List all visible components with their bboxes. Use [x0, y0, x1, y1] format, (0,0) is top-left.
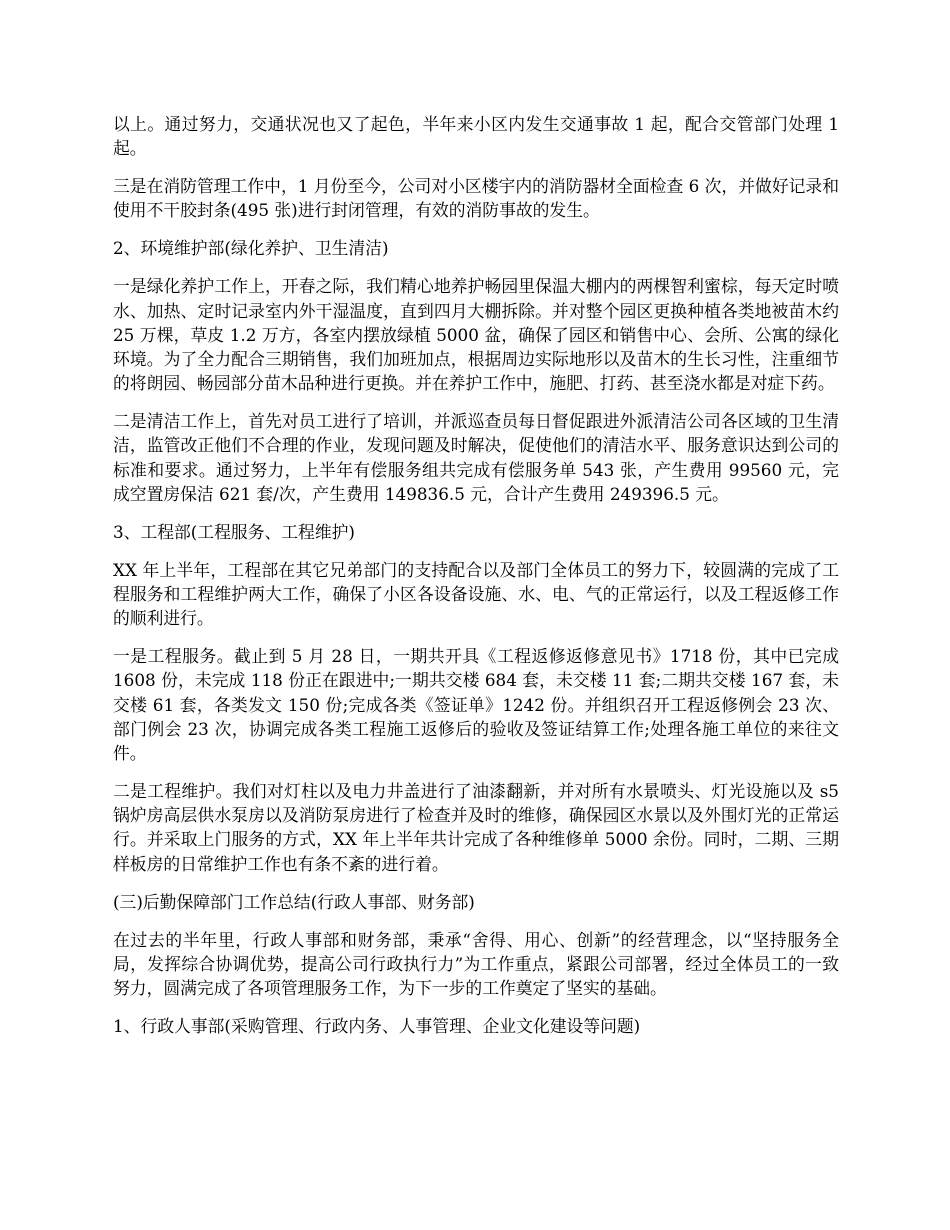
- paragraph-greening: 一是绿化养护工作上，开春之际，我们精心地养护畅园里保温大棚内的两棵智利蜜棕，每天定时喷水、加热、定时记录室内外干湿温度，直到四月大棚拆除。并对整个园区更换种植各类地被苗木约 25 万棵，草皮 1.2 万方，各室内摆放绿植 5000 盆，确保了园区和销售中心、会所、公寓的绿化环境。为了全力配合三期销售，我们加班加点，根据周边实际地形以及苗木的生长习性，注重细节的将朗园、畅园部分苗木品种进行更换。并在养护工作中，施肥、打药、甚至浇水都是对症下药。: [113, 276, 839, 394]
- heading-engineering-department: 3、工程部(工程服务、工程维护): [113, 521, 355, 542]
- paragraph-fire-management: 三是在消防管理工作中，1 月份至今，公司对小区楼宇内的消防器材全面检查 6 次，并做好记录和使用不干胶封条(495 张)进行封闭管理，有效的消防事故的发生。: [113, 176, 839, 221]
- heading-environment-department: 2、环境维护部(绿化养护、卫生清洁): [113, 238, 389, 259]
- paragraph-engineering-maintenance: 二是工程维护。我们对灯柱以及电力井盖进行了油漆翻新，并对所有水景喷头、灯光设施以及 s5 锅炉房高层供水泵房以及消防泵房进行了检查并及时的维修，确保园区水景以及外围灯光的正常运行。并采取上门服务的方式，XX 年上半年共计完成了各种维修单 5000 余份。同时，二期、三期样板房的日常维护工作也有条不紊的进行着。: [113, 781, 839, 874]
- document-page: [113, 112, 839, 1052]
- paragraph-traffic-summary: 以上。通过努力，交通状况也又了起色，半年来小区内发生交通事故 1 起，配合交管部门处理 1 起。: [113, 114, 839, 159]
- paragraph-logistics-summary: 在过去的半年里，行政人事部和财务部，秉承“舍得、用心、创新”的经营理念，以“坚持服务全局，发挥综合协调优势，提高公司行政执行力”为工作重点，紧跟公司部署，经过全体员工的一致努力，圆满完成了各项管理服务工作，为下一步的工作奠定了坚实的基础。: [113, 929, 839, 999]
- heading-logistics-support: (三)后勤保障部门工作总结(行政人事部、财务部): [113, 891, 475, 912]
- heading-admin-hr-department: 1、行政人事部(采购管理、行政内务、人事管理、企业文化建设等问题): [113, 1016, 641, 1037]
- paragraph-cleaning: 二是清洁工作上，首先对员工进行了培训，并派巡查员每日督促跟进外派清洁公司各区域的卫生清洁，监管改正他们不合理的作业，发现问题及时解决，促使他们的清洁水平、服务意识达到公司的标准和要求。通过努力，上半年有偿服务组共完成有偿服务单 543 张，产生费用 99560 元，完成空置房保洁 621 套/次，产生费用 149836.5 元，合计产生费用 249396.5 元。: [113, 411, 839, 504]
- paragraph-engineering-service: 一是工程服务。截止到 5 月 28 日，一期共开具《工程返修返修意见书》1718 份，其中已完成 1608 份，未完成 118 份正在跟进中;一期共交楼 684 套，未交楼 11 套;二期共交楼 167 套，未交楼 61 套，各类发文 150 份;完成各类《签证单》1242 份。并组织召开工程返修例会 23 次、部门例会 23 次，协调完成各类工程施工返修后的验收及签证结算工作;处理各施工单位的来往文件。: [113, 646, 839, 764]
- paragraph-engineering-overview: XX 年上半年，工程部在其它兄弟部门的支持配合以及部门全体员工的努力下，较圆满的完成了工程服务和工程维护两大工作，确保了小区各设备设施、水、电、气的正常运行，以及工程返修工作的顺利进行。: [113, 559, 839, 629]
